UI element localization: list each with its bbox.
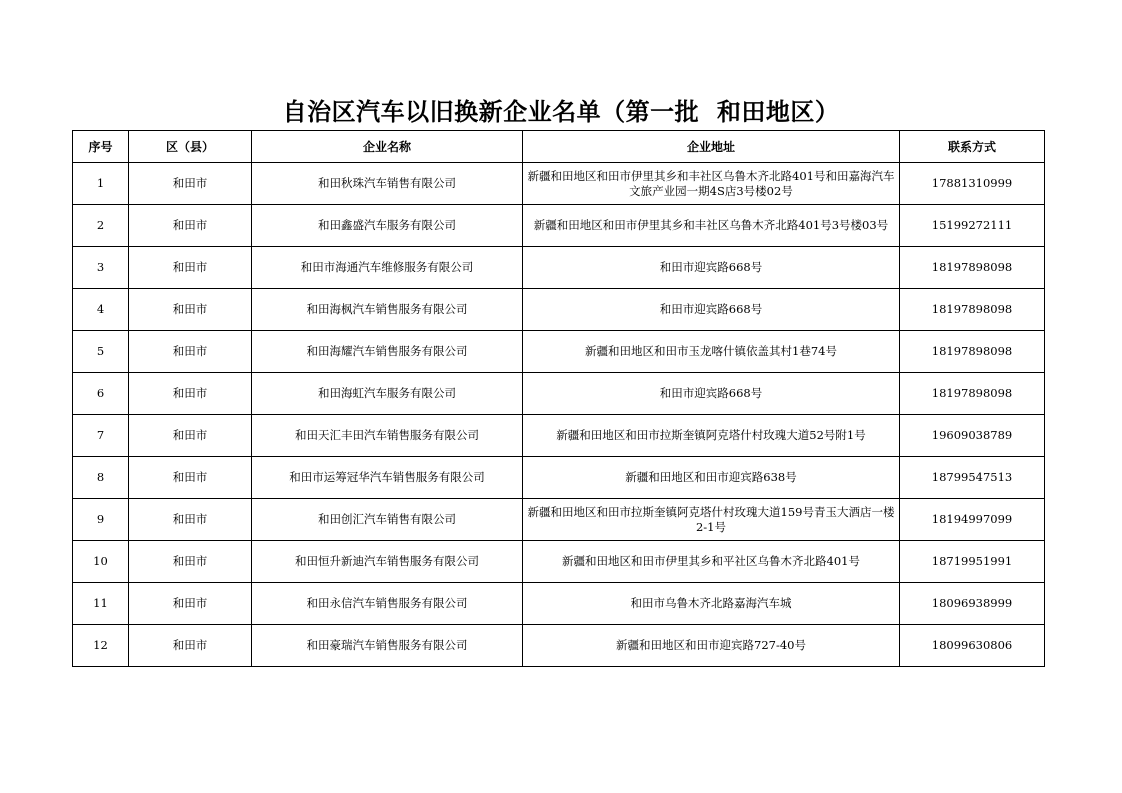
cell-index: 5 <box>73 331 129 373</box>
cell-district: 和田市 <box>129 541 252 583</box>
table-row <box>73 457 1045 499</box>
table-row <box>73 163 1045 205</box>
cell-company-name: 和田创汇汽车销售有限公司 <box>252 499 523 541</box>
cell-district: 和田市 <box>129 499 252 541</box>
table-header-row <box>73 131 1045 163</box>
enterprise-table <box>72 130 1045 667</box>
cell-company-name: 和田海耀汽车销售服务有限公司 <box>252 331 523 373</box>
cell-index: 7 <box>73 415 129 457</box>
cell-company-name: 和田市海通汽车维修服务有限公司 <box>252 247 523 289</box>
cell-index: 2 <box>73 205 129 247</box>
header-index: 序号 <box>73 131 129 163</box>
cell-company-address: 新疆和田地区和田市玉龙喀什镇依盖其村1巷74号 <box>523 331 900 373</box>
cell-company-address: 新疆和田地区和田市迎宾路638号 <box>523 457 900 499</box>
table-row <box>73 205 1045 247</box>
cell-company-name: 和田海虹汽车服务有限公司 <box>252 373 523 415</box>
cell-index: 8 <box>73 457 129 499</box>
cell-contact: 18197898098 <box>900 331 1045 373</box>
header-contact: 联系方式 <box>900 131 1045 163</box>
cell-district: 和田市 <box>129 457 252 499</box>
cell-company-name: 和田豪瑞汽车销售服务有限公司 <box>252 625 523 667</box>
cell-contact: 19609038789 <box>900 415 1045 457</box>
header-company-address: 企业地址 <box>523 131 900 163</box>
table-row <box>73 331 1045 373</box>
cell-contact: 18197898098 <box>900 373 1045 415</box>
table-row <box>73 499 1045 541</box>
cell-district: 和田市 <box>129 373 252 415</box>
table-row <box>73 289 1045 331</box>
cell-contact: 15199272111 <box>900 205 1045 247</box>
cell-company-name: 和田市运筹冠华汽车销售服务有限公司 <box>252 457 523 499</box>
table-row <box>73 541 1045 583</box>
table-row <box>73 415 1045 457</box>
cell-district: 和田市 <box>129 205 252 247</box>
table-row <box>73 625 1045 667</box>
cell-index: 12 <box>73 625 129 667</box>
cell-company-address: 新疆和田地区和田市伊里其乡和平社区乌鲁木齐北路401号 <box>523 541 900 583</box>
cell-company-address: 新疆和田地区和田市伊里其乡和丰社区乌鲁木齐北路401号3号楼03号 <box>523 205 900 247</box>
cell-company-address: 和田市迎宾路668号 <box>523 373 900 415</box>
cell-company-address: 新疆和田地区和田市伊里其乡和丰社区乌鲁木齐北路401号和田嘉海汽车文旅产业园一期4S店3号楼02号 <box>523 163 900 205</box>
cell-company-address: 新疆和田地区和田市迎宾路727-40号 <box>523 625 900 667</box>
cell-district: 和田市 <box>129 247 252 289</box>
cell-contact: 18197898098 <box>900 247 1045 289</box>
cell-index: 9 <box>73 499 129 541</box>
cell-company-name: 和田鑫盛汽车服务有限公司 <box>252 205 523 247</box>
cell-district: 和田市 <box>129 415 252 457</box>
cell-contact: 18194997099 <box>900 499 1045 541</box>
cell-company-name: 和田永信汽车销售服务有限公司 <box>252 583 523 625</box>
header-company-name: 企业名称 <box>252 131 523 163</box>
cell-company-address: 新疆和田地区和田市拉斯奎镇阿克塔什村玫瑰大道52号附1号 <box>523 415 900 457</box>
cell-company-address: 和田市迎宾路668号 <box>523 247 900 289</box>
table-row <box>73 583 1045 625</box>
document-title: 自治区汽车以旧换新企业名单（第一批 和田地区） <box>282 98 840 126</box>
cell-contact: 18719951991 <box>900 541 1045 583</box>
cell-district: 和田市 <box>129 331 252 373</box>
cell-index: 3 <box>73 247 129 289</box>
table-row <box>73 247 1045 289</box>
cell-contact: 18197898098 <box>900 289 1045 331</box>
cell-company-address: 和田市乌鲁木齐北路嘉海汽车城 <box>523 583 900 625</box>
cell-index: 6 <box>73 373 129 415</box>
cell-company-name: 和田天汇丰田汽车销售服务有限公司 <box>252 415 523 457</box>
cell-contact: 17881310999 <box>900 163 1045 205</box>
table-row <box>73 373 1045 415</box>
cell-company-address: 新疆和田地区和田市拉斯奎镇阿克塔什村玫瑰大道159号青玉大酒店一楼2-1号 <box>523 499 900 541</box>
cell-district: 和田市 <box>129 625 252 667</box>
cell-contact: 18799547513 <box>900 457 1045 499</box>
header-district: 区（县） <box>129 131 252 163</box>
cell-district: 和田市 <box>129 583 252 625</box>
cell-district: 和田市 <box>129 163 252 205</box>
cell-company-name: 和田海枫汽车销售服务有限公司 <box>252 289 523 331</box>
cell-index: 11 <box>73 583 129 625</box>
cell-company-address: 和田市迎宾路668号 <box>523 289 900 331</box>
cell-company-name: 和田恒升新迪汽车销售服务有限公司 <box>252 541 523 583</box>
cell-index: 1 <box>73 163 129 205</box>
cell-contact: 18099630806 <box>900 625 1045 667</box>
cell-district: 和田市 <box>129 289 252 331</box>
cell-contact: 18096938999 <box>900 583 1045 625</box>
cell-index: 4 <box>73 289 129 331</box>
cell-index: 10 <box>73 541 129 583</box>
cell-company-name: 和田秋珠汽车销售有限公司 <box>252 163 523 205</box>
